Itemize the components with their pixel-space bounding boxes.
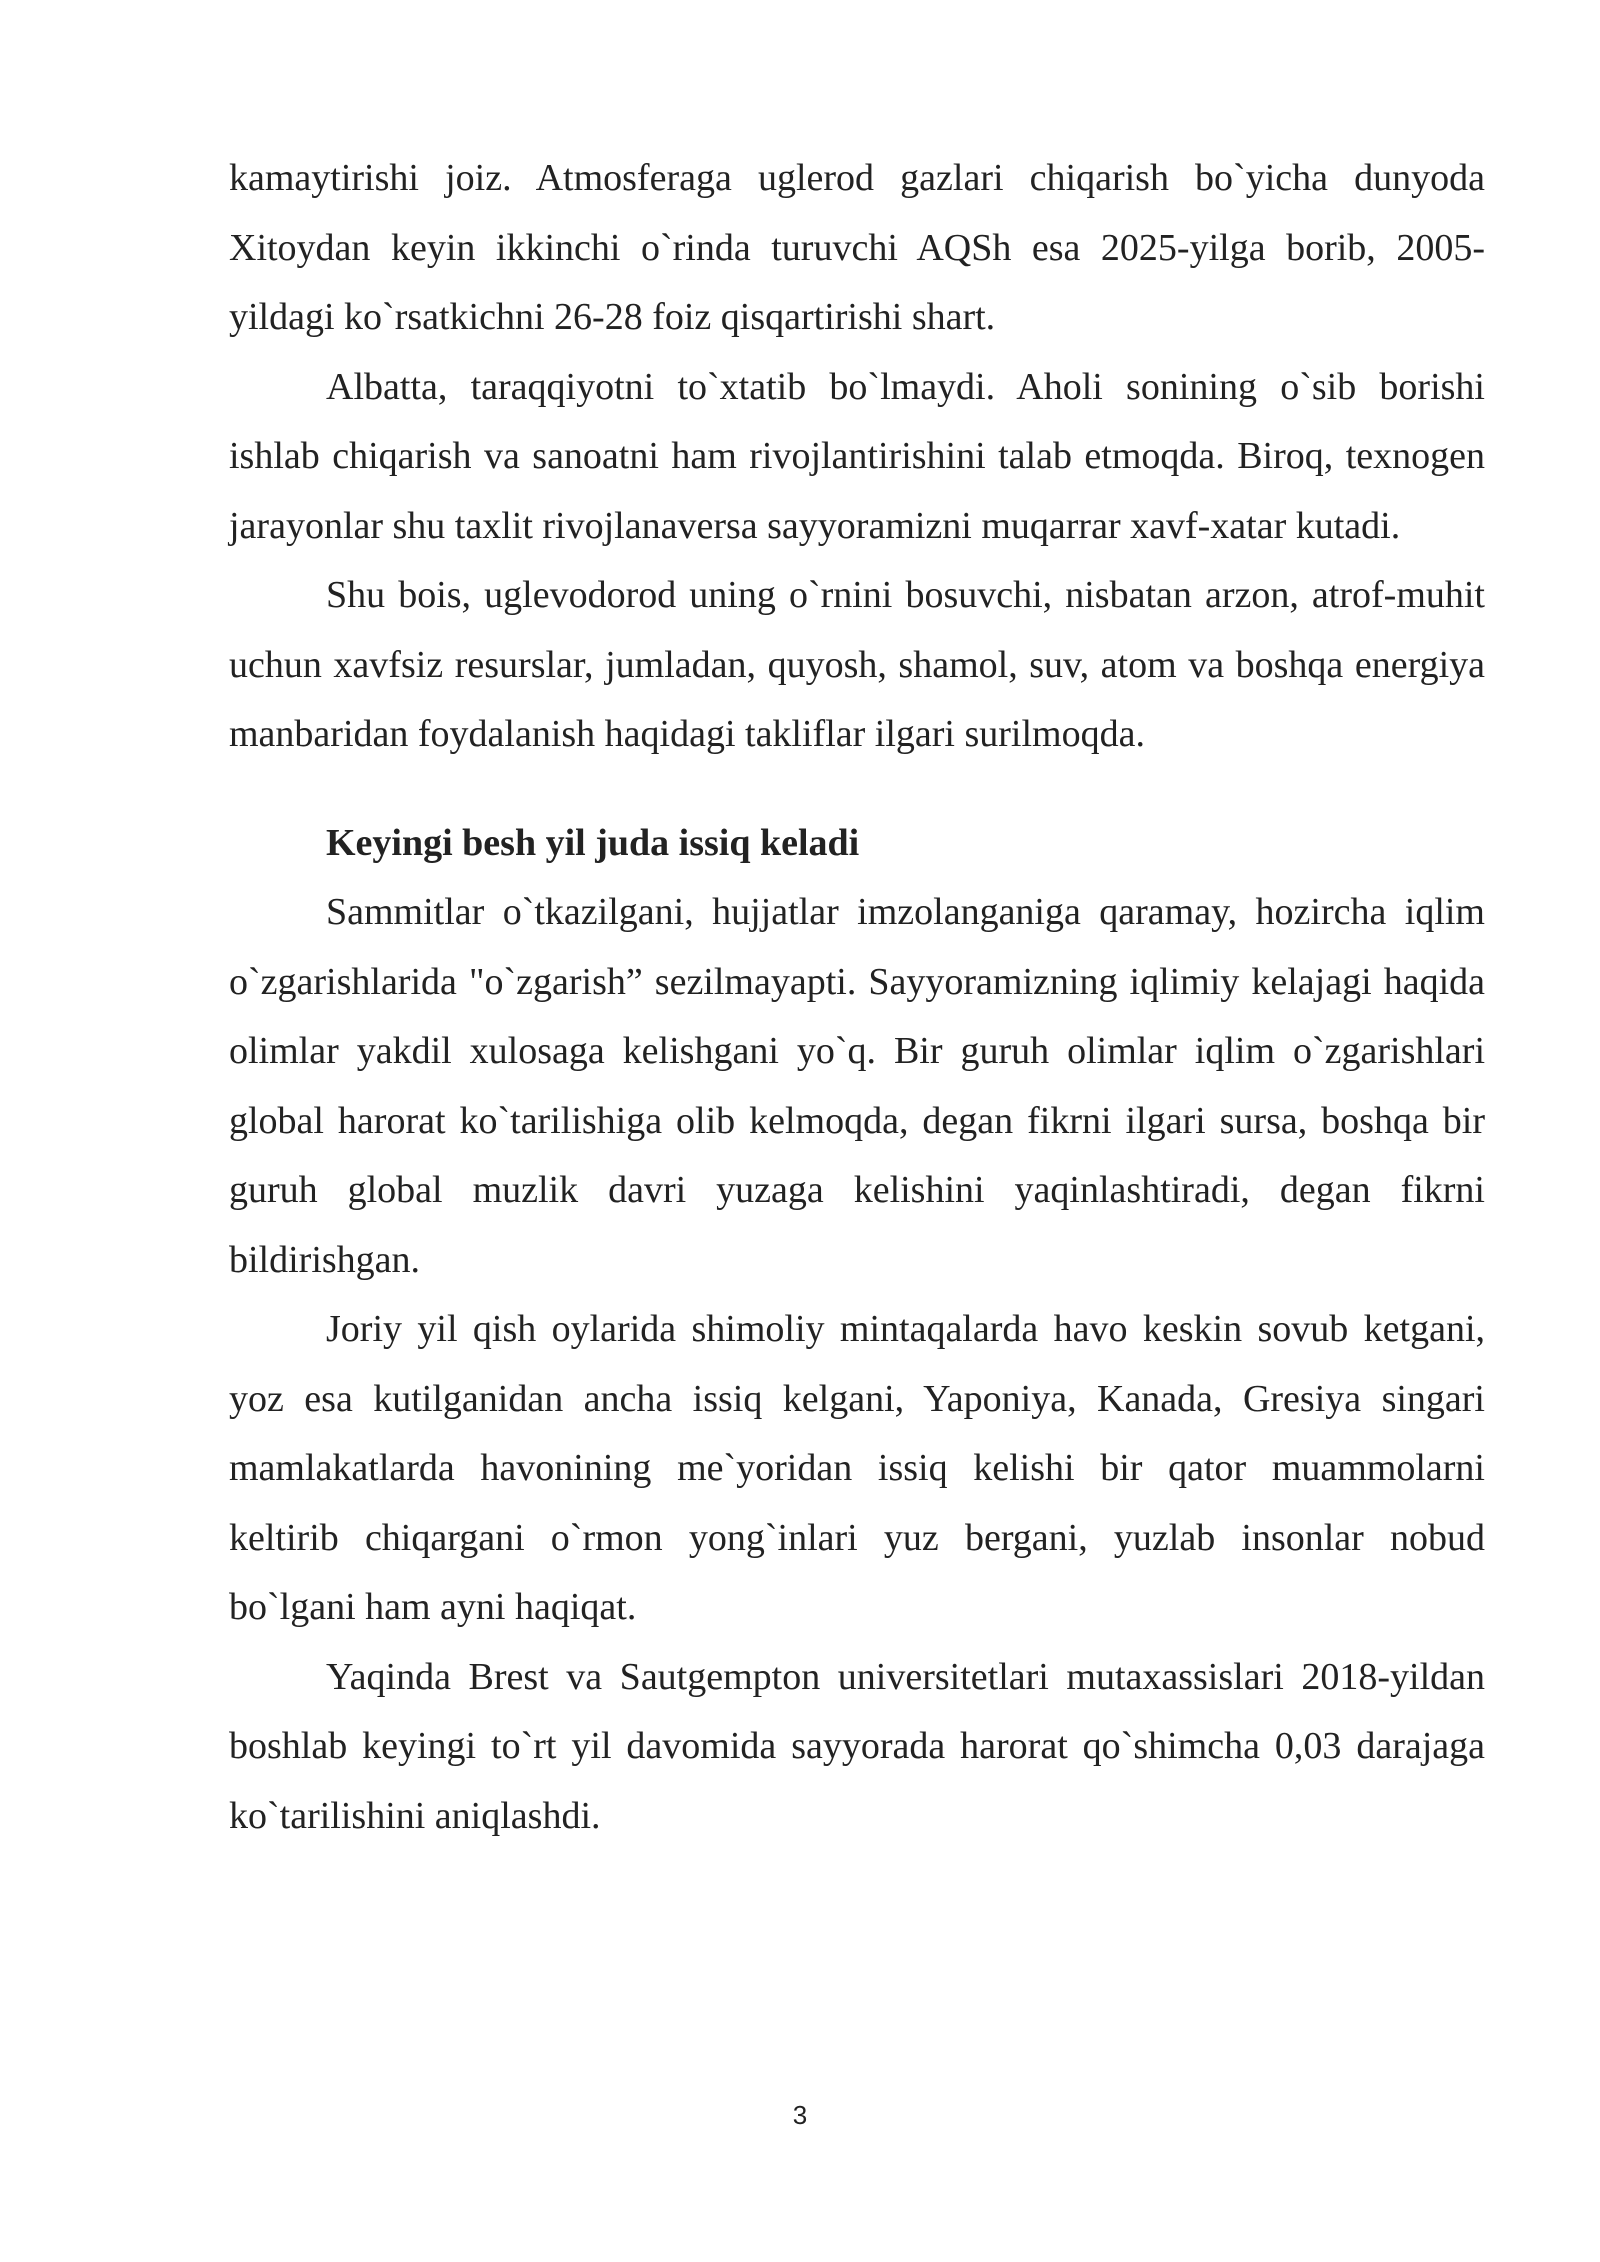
- paragraph: Albatta, taraqqiyotni to`xtatib bo`lmaydi. Aholi sonining o`sib borishi ishlab chiqarish va sanoatni ham rivojlantirishini talab etmoqda. Biroq, texnogen jarayonlar shu taxlit rivojlanaversa sayyoramizni muqarrar xavf-xatar kutadi.: [229, 365, 1485, 547]
- document-body: [229, 144, 1485, 1851]
- paragraph: Yaqinda Brest va Sautgempton universitetlari mutaxassislari 2018-yildan boshlab keyingi to`rt yil davomida sayyorada harorat qo`shimcha 0,03 darajaga ko`tarilishini aniqlashdi.: [229, 1655, 1485, 1837]
- paragraph: Joriy yil qish oylarida shimoliy mintaqalarda havo keskin sovub ketgani, yoz esa kutilganidan ancha issiq kelgani, Yaponiya, Kanada, Gresiya singari mamlakatlarda havonining me`yoridan issiq kelishi bir qator muammolarni keltirib chiqargani o`rmon yong`inlari yuz bergani, yuzlab insonlar nobud bo`lgani ham ayni haqiqat.: [229, 1308, 1485, 1628]
- page-number: 3: [792, 2100, 808, 2130]
- paragraph: Sammitlar o`tkazilgani, hujjatlar imzolanganiga qaramay, hozircha iqlim o`zgarishlarida "o`zgarish” sezilmayapti. Sayyoramizning iqlimiy kelajagi haqida olimlar yakdil xulosaga kelishgani yo`q. Bir guruh olimlar iqlim o`zgarishlari global harorat ko`tarilishiga olib kelmoqda, degan fikrni ilgari sursa, boshqa bir guruh global muzlik davri yuzaga kelishini yaqinlashtiradi, degan fikrni bildirishgan.: [229, 891, 1485, 1281]
- paragraph-continuation: kamaytirishi joiz. Atmosferaga uglerod gazlari chiqarish bo`yicha dunyoda Xitoydan keyin ikkinchi o`rinda turuvchi AQSh esa 2025-yilga borib, 2005-yildagi ko`rsatkichni 26-28 foiz qisqartirishi shart.: [229, 157, 1485, 338]
- paragraph: Shu bois, uglevodorod uning o`rnini bosuvchi, nisbatan arzon, atrof-muhit uchun xavfsiz resurslar, jumladan, quyosh, shamol, suv, atom va boshqa energiya manbaridan foydalanish haqidagi takliflar ilgari surilmoqda.: [229, 574, 1485, 755]
- section-heading: Keyingi besh yil juda issiq keladi: [326, 821, 860, 864]
